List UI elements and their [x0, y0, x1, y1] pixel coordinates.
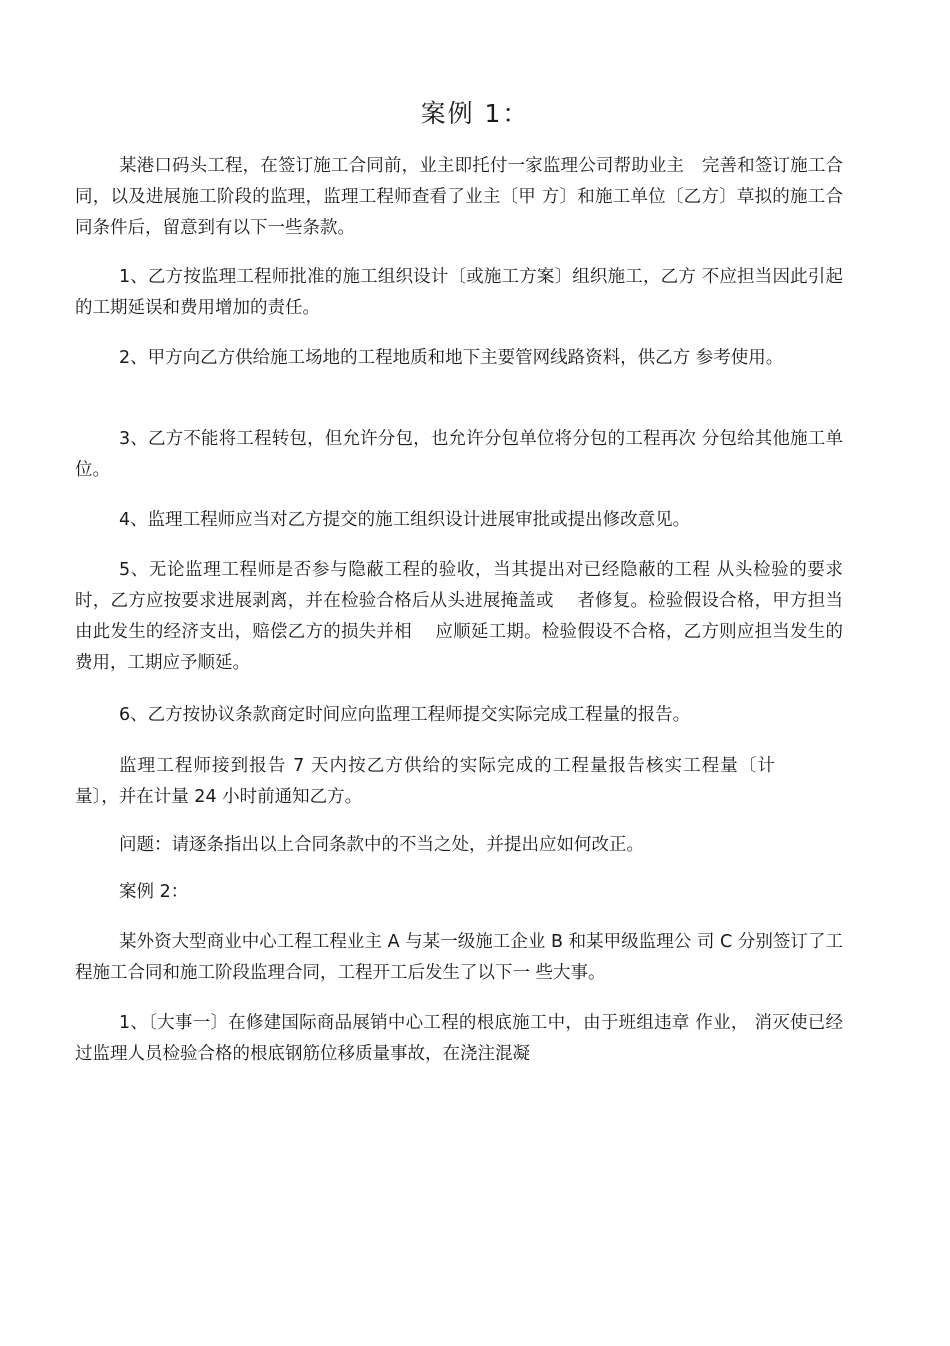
case1-clause-4: 4、监理工程师应当对乙方提交的施工组织设计进展审批或提出修改意见。: [119, 510, 691, 530]
case1-title: 案例 1：: [420, 99, 530, 128]
case1-intro: 某港口码头工程，在签订施工合同前，业主即托付一家监理公司帮助业主 完善和签订施工合同，以及进展施工阶段的监理，监理工程师查看了业主〔甲 方〕和施工单位〔乙方〕草拟的施工合同条件后，留意到有以下一些条款。: [75, 156, 843, 238]
case1-clause-6: 6、乙方按协议条款商定时间应向监理工程师提交实际完成工程量的报告。: [119, 705, 691, 725]
case1-clause-2: 2、甲方向乙方供给施工场地的工程地质和地下主要管网线路资料，供乙方 参考使用。: [119, 348, 784, 368]
case1-clause-3: 3、乙方不能将工程转包，但允许分包，也允许分包单位将分包的工程再次 分包给其他施工单位。: [75, 429, 843, 480]
case2-event-1: 1、〔大事一〕在修建国际商品展销中心工程的根底施工中，由于班组违章 作业， 消灭使已经过监理人员检验合格的根底钢筋位移质量事故，在浇注混凝: [75, 1013, 843, 1064]
case1-clause-1: 1、乙方按监理工程师批准的施工组织设计〔或施工方案〕组织施工，乙方 不应担当因此引起的工期延误和费用增加的责任。: [75, 267, 843, 318]
case1-question: 问题：请逐条指出以上合同条款中的不当之处，并提出应如何改正。: [119, 835, 644, 855]
case1-clause-6-note: 监理工程师接到报告 7 天内按乙方供给的实际完成的工程量报告核实工程量〔计量〕，并在计量 24 小时前通知乙方。: [75, 756, 775, 807]
case2-intro: 某外资大型商业中心工程工程业主 A 与某一级施工企业 B 和某甲级监理公 司 C 分别签订了工程施工合同和施工阶段监理合同，工程开工后发生了以下一 些大事。: [75, 932, 843, 983]
case2-title: 案例 2：: [119, 882, 189, 902]
case1-clause-5: 5、无论监理工程师是否参与隐蔽工程的验收，当其提出对已经隐蔽的工程 从头检验的要求时，乙方应按要求进展剥离，并在检验合格后从头进展掩盖或 者修复。检验假设合格，甲方担当由此发生的经济支出，赔偿乙方的损失并相 应顺延工期。检验假设不合格，乙方则应担当发生的费用，工期应予顺延。: [75, 560, 843, 673]
